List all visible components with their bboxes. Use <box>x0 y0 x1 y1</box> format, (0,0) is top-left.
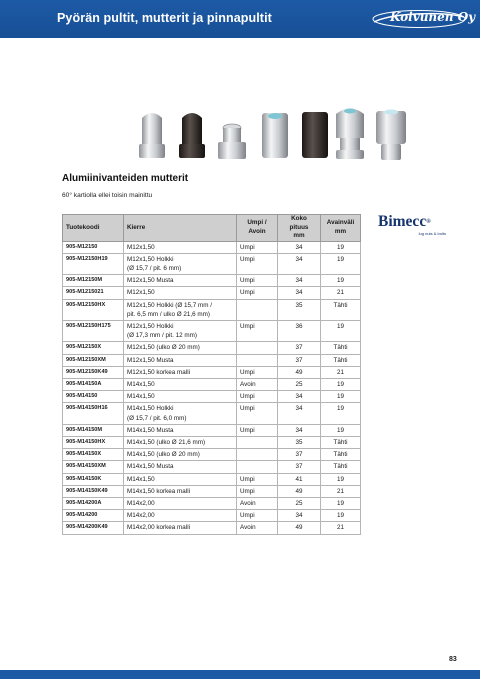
cell-thread <box>124 485 237 497</box>
thread-line: M12x1,50 Holkki <box>127 255 174 263</box>
cell-code: 905-M12150HX <box>63 299 124 320</box>
footer-bar <box>0 670 480 679</box>
cell-code: 905-M12150X <box>63 342 124 354</box>
cell-type: Umpi <box>237 287 278 299</box>
thread-line: M14x1,50 <box>127 475 155 483</box>
cell-length: 49 <box>278 522 321 534</box>
thread-line: (Ø 15,7 / pit. 6,0 mm) <box>127 414 187 422</box>
cell-thread <box>124 253 237 274</box>
cell-type: Umpi <box>237 253 278 274</box>
cell-length: 35 <box>278 299 321 320</box>
product-chrome-nut-tall <box>376 110 406 161</box>
cell-length: 34 <box>278 275 321 287</box>
cell-type <box>237 436 278 448</box>
cell-type: Umpi <box>237 473 278 485</box>
cell-code: 905-M14150XM <box>63 461 124 473</box>
cell-thread <box>124 522 237 534</box>
cell-thread <box>124 497 237 509</box>
table-row <box>63 378 361 390</box>
page-header <box>0 0 480 38</box>
cell-wrench: 19 <box>321 275 361 287</box>
cell-type: Umpi <box>237 391 278 403</box>
table-row <box>63 299 361 320</box>
cell-length: 34 <box>278 253 321 274</box>
cell-thread <box>124 275 237 287</box>
cell-wrench: Tähti <box>321 449 361 461</box>
table-row <box>63 449 361 461</box>
cell-type <box>237 299 278 320</box>
cell-wrench: 19 <box>321 510 361 522</box>
cell-wrench: 21 <box>321 287 361 299</box>
cell-code: 905-M1215021 <box>63 287 124 299</box>
cell-code: 905-M14150K <box>63 473 124 485</box>
cell-length: 34 <box>278 241 321 253</box>
table-header-row <box>63 215 361 242</box>
cell-type: Umpi <box>237 403 278 424</box>
thread-line: M14x1,50 Musta <box>127 463 174 471</box>
cell-length: 36 <box>278 320 321 341</box>
section-title: Alumiinivanteiden mutterit <box>62 173 189 184</box>
thread-line: M14x1,50 (ulko Ø 21,6 mm) <box>127 438 206 446</box>
cell-type: Umpi <box>237 320 278 341</box>
cell-code: 905-M12150M <box>63 275 124 287</box>
thread-line: M14x2,00 <box>127 499 155 507</box>
cell-thread <box>124 510 237 522</box>
cell-thread <box>124 287 237 299</box>
header-thread: Kierre <box>124 215 237 242</box>
product-silver-nut <box>139 113 165 158</box>
cell-wrench: 19 <box>321 473 361 485</box>
cell-length: 34 <box>278 510 321 522</box>
cell-wrench: Tähti <box>321 461 361 473</box>
table-row <box>63 391 361 403</box>
header-wrench: Avainväli mm <box>321 215 361 242</box>
cell-code: 905-M14150H16 <box>63 403 124 424</box>
cell-length: 34 <box>278 424 321 436</box>
cell-type: Umpi <box>237 424 278 436</box>
cell-code: 905-M14200A <box>63 497 124 509</box>
header-code: Tuotekoodi <box>63 215 124 242</box>
cell-thread <box>124 461 237 473</box>
thread-line: M14x1,50 (ulko Ø 20 mm) <box>127 451 200 459</box>
cell-code: 905-M12150H175 <box>63 320 124 341</box>
cell-wrench: 19 <box>321 320 361 341</box>
cell-length: 25 <box>278 378 321 390</box>
thread-line: M12x1,50 korkea malli <box>127 368 190 376</box>
table-row <box>63 461 361 473</box>
cell-code: 905-M14150X <box>63 449 124 461</box>
cell-type: Umpi <box>237 485 278 497</box>
product-chrome-nut <box>336 109 364 160</box>
thread-line: M12x1,50 <box>127 289 155 297</box>
product-black-nut <box>179 113 205 158</box>
cell-code: 905-M14200 <box>63 510 124 522</box>
cell-code: 905-M14150A <box>63 378 124 390</box>
cell-wrench: 19 <box>321 424 361 436</box>
registered-mark: ® <box>426 219 431 225</box>
cell-code: 905-M12150 <box>63 241 124 253</box>
header-type: Umpi / Avoin <box>237 215 278 242</box>
cell-wrench: 19 <box>321 241 361 253</box>
cell-type <box>237 449 278 461</box>
table-row <box>63 485 361 497</box>
cell-thread <box>124 342 237 354</box>
thread-line: M14x1,50 <box>127 393 155 401</box>
table-row <box>63 366 361 378</box>
cell-thread <box>124 366 237 378</box>
table-row <box>63 253 361 274</box>
cell-length: 49 <box>278 485 321 497</box>
thread-line: M12x1,50 Holkki <box>127 322 174 330</box>
thread-line: M12x1,50 Musta <box>127 356 174 364</box>
cell-thread <box>124 403 237 424</box>
cell-type: Avoin <box>237 378 278 390</box>
cell-type: Avoin <box>237 522 278 534</box>
company-logo <box>372 9 476 29</box>
product-black-nut-tall <box>302 112 328 158</box>
cell-type: Umpi <box>237 510 278 522</box>
cell-wrench: 21 <box>321 522 361 534</box>
product-table <box>62 214 361 535</box>
products-image <box>130 104 416 166</box>
cell-length: 34 <box>278 403 321 424</box>
cell-thread <box>124 241 237 253</box>
cell-thread <box>124 473 237 485</box>
thread-line: M14x1,50 korkea malli <box>127 487 190 495</box>
brand-slogan: lug nuts & bolts <box>418 231 446 236</box>
thread-line: pit. 6,5 mm / ulko Ø 21,6 mm) <box>127 310 210 318</box>
thread-line: M14x1,50 Holkki <box>127 405 174 413</box>
table-row <box>63 320 361 341</box>
cell-code: 905-M14150K49 <box>63 485 124 497</box>
cell-type: Umpi <box>237 275 278 287</box>
cell-thread <box>124 299 237 320</box>
cell-type: Avoin <box>237 497 278 509</box>
cell-wrench: 19 <box>321 497 361 509</box>
thread-line: M12x1,50 <box>127 243 155 251</box>
table-row <box>63 403 361 424</box>
cell-wrench: Tähti <box>321 354 361 366</box>
cell-thread <box>124 424 237 436</box>
cell-length: 49 <box>278 366 321 378</box>
cell-code: 905-M12150K49 <box>63 366 124 378</box>
page-number: 83 <box>449 656 457 663</box>
cell-length: 34 <box>278 287 321 299</box>
thread-line: (Ø 17,3 mm / pit. 12 mm) <box>127 332 197 340</box>
table-row <box>63 342 361 354</box>
header-title: Pyörän pultit, mutterit ja pinnapultit <box>57 11 272 25</box>
cell-type <box>237 354 278 366</box>
cell-code: 905-M14150M <box>63 424 124 436</box>
cell-length: 25 <box>278 497 321 509</box>
cell-thread <box>124 354 237 366</box>
cell-type <box>237 342 278 354</box>
cell-type: Umpi <box>237 241 278 253</box>
cell-wrench: 19 <box>321 378 361 390</box>
cell-thread <box>124 436 237 448</box>
section-note: 60° kartiolla ellei toisin mainittu <box>62 192 153 199</box>
cell-thread <box>124 378 237 390</box>
thread-line: M14x1,50 Musta <box>127 426 174 434</box>
table-row <box>63 522 361 534</box>
table-row <box>63 424 361 436</box>
cell-code: 905-M12150XM <box>63 354 124 366</box>
table-row <box>63 275 361 287</box>
cell-wrench: Tähti <box>321 436 361 448</box>
table-row <box>63 436 361 448</box>
table-row <box>63 510 361 522</box>
cell-code: 905-M14150 <box>63 391 124 403</box>
table-row <box>63 354 361 366</box>
cell-wrench: Tähti <box>321 299 361 320</box>
table-body <box>63 241 361 534</box>
cell-type: Umpi <box>237 366 278 378</box>
thread-line: M12x1,50 (ulko Ø 20 mm) <box>127 344 200 352</box>
cell-wrench: 21 <box>321 485 361 497</box>
product-silver-nut-short <box>218 124 246 159</box>
cell-length: 37 <box>278 461 321 473</box>
cell-wrench: Tähti <box>321 342 361 354</box>
cell-length: 41 <box>278 473 321 485</box>
table-row <box>63 497 361 509</box>
brand-logo <box>378 214 458 236</box>
thread-line: M12x1,50 Musta <box>127 277 174 285</box>
cell-length: 34 <box>278 391 321 403</box>
cell-wrench: 21 <box>321 366 361 378</box>
header-length: Koko pituus mm <box>278 215 321 242</box>
cell-length: 37 <box>278 342 321 354</box>
cell-code: 905-M12150H19 <box>63 253 124 274</box>
cell-thread <box>124 391 237 403</box>
product-silver-lock-nut <box>262 113 288 158</box>
thread-line: (Ø 15,7 / pit. 6 mm) <box>127 264 182 272</box>
table-row <box>63 473 361 485</box>
logo-text: Koivunen Oy <box>390 10 476 24</box>
table-row <box>63 287 361 299</box>
thread-line: M14x1,50 <box>127 380 155 388</box>
cell-wrench: 19 <box>321 403 361 424</box>
cell-thread <box>124 449 237 461</box>
cell-length: 35 <box>278 436 321 448</box>
thread-line: M14x2,00 <box>127 512 155 520</box>
cell-wrench: 19 <box>321 253 361 274</box>
thread-line: M14x2,00 korkea malli <box>127 524 190 532</box>
table-row <box>63 241 361 253</box>
cell-type <box>237 461 278 473</box>
cell-length: 37 <box>278 449 321 461</box>
cell-thread <box>124 320 237 341</box>
cell-wrench: 19 <box>321 391 361 403</box>
cell-code: 905-M14150HX <box>63 436 124 448</box>
thread-line: M12x1,50 Holkki (Ø 15,7 mm / <box>127 301 213 309</box>
cell-code: 905-M14200K49 <box>63 522 124 534</box>
brand-name: Bimecc® <box>378 213 431 230</box>
cell-length: 37 <box>278 354 321 366</box>
